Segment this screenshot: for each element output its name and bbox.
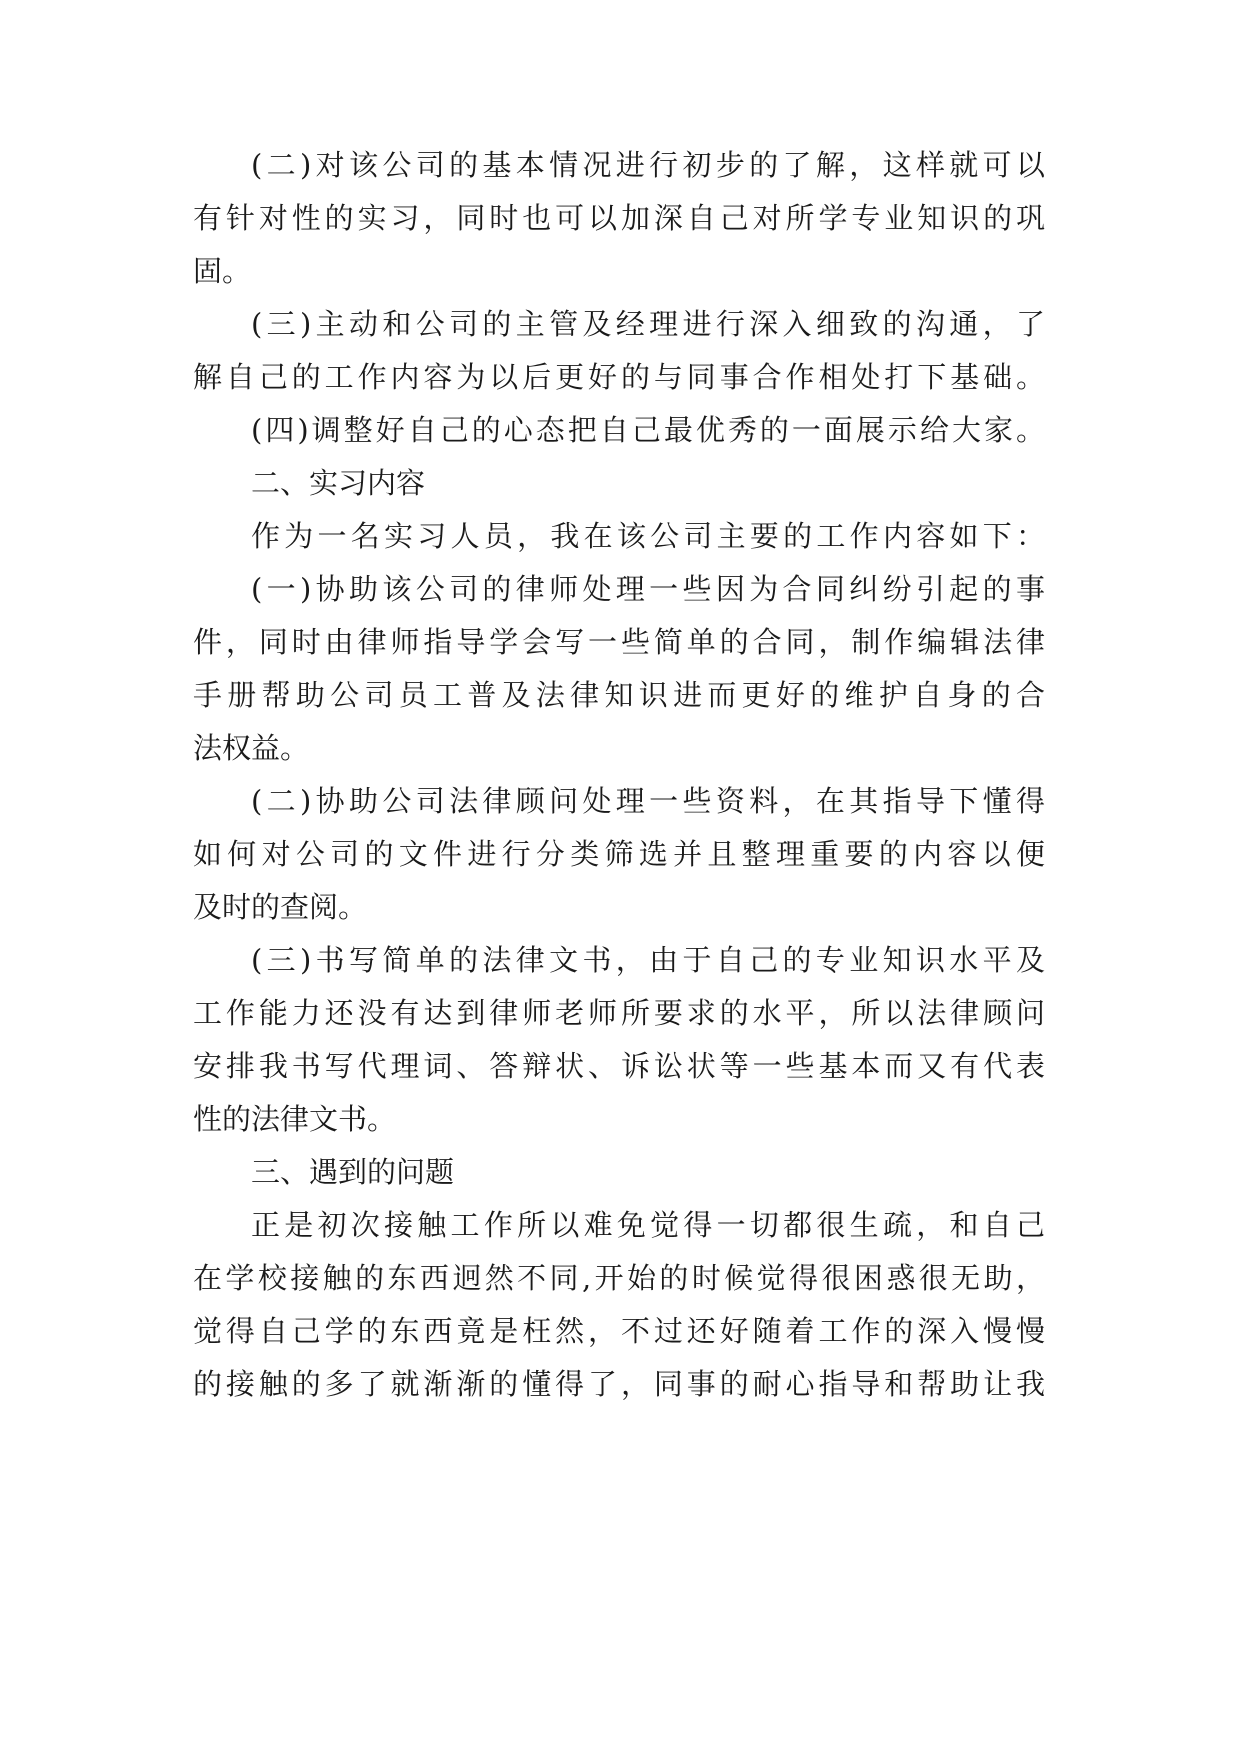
paragraph-line: 性的法律文书。 <box>193 1102 397 1136</box>
paragraph-line: (二)对该公司的基本情况进行初步的了解，这样就可以 <box>251 148 1045 182</box>
paragraph-line: 手册帮助公司员工普及法律知识进而更好的维护自身的合 <box>193 678 1045 712</box>
section-heading: 三、遇到的问题 <box>251 1155 455 1189</box>
paragraph-line: (一)协助该公司的律师处理一些因为合同纠纷引起的事 <box>251 572 1045 606</box>
paragraph-line: 在学校接触的东西迥然不同,开始的时候觉得很困惑很无助， <box>193 1261 1045 1295</box>
paragraph-line: 如何对公司的文件进行分类筛选并且整理重要的内容以便 <box>193 837 1045 871</box>
section-heading: 二、实习内容 <box>251 466 426 500</box>
paragraph-line: 法权益。 <box>193 731 310 765</box>
paragraph-line: 固。 <box>193 254 252 288</box>
paragraph-line: 觉得自己学的东西竟是枉然，不过还好随着工作的深入慢慢 <box>193 1314 1045 1348</box>
paragraph-line: (二)协助公司法律顾问处理一些资料，在其指导下懂得 <box>251 784 1045 818</box>
paragraph-line: 的接触的多了就渐渐的懂得了，同事的耐心指导和帮助让我 <box>193 1367 1045 1401</box>
paragraph-line: 作为一名实习人员，我在该公司主要的工作内容如下： <box>251 519 1045 553</box>
paragraph-line: 有针对性的实习，同时也可以加深自己对所学专业知识的巩 <box>193 201 1045 235</box>
paragraph-line: (三)书写简单的法律文书，由于自己的专业知识水平及 <box>251 943 1045 977</box>
paragraph-line: 解自己的工作内容为以后更好的与同事合作相处打下基础。 <box>193 360 1045 394</box>
paragraph-line: 正是初次接触工作所以难免觉得一切都很生疏，和自己 <box>251 1208 1045 1242</box>
paragraph-line: 工作能力还没有达到律师老师所要求的水平，所以法律顾问 <box>193 996 1045 1030</box>
paragraph-line: 安排我书写代理词、答辩状、诉讼状等一些基本而又有代表 <box>193 1049 1045 1083</box>
paragraph-line: (四)调整好自己的心态把自己最优秀的一面展示给大家。 <box>251 413 1045 447</box>
paragraph-line: 及时的查阅。 <box>193 890 368 924</box>
paragraph-line: 件，同时由律师指导学会写一些简单的合同，制作编辑法律 <box>193 625 1045 659</box>
paragraph-line: (三)主动和公司的主管及经理进行深入细致的沟通，了 <box>251 307 1045 341</box>
